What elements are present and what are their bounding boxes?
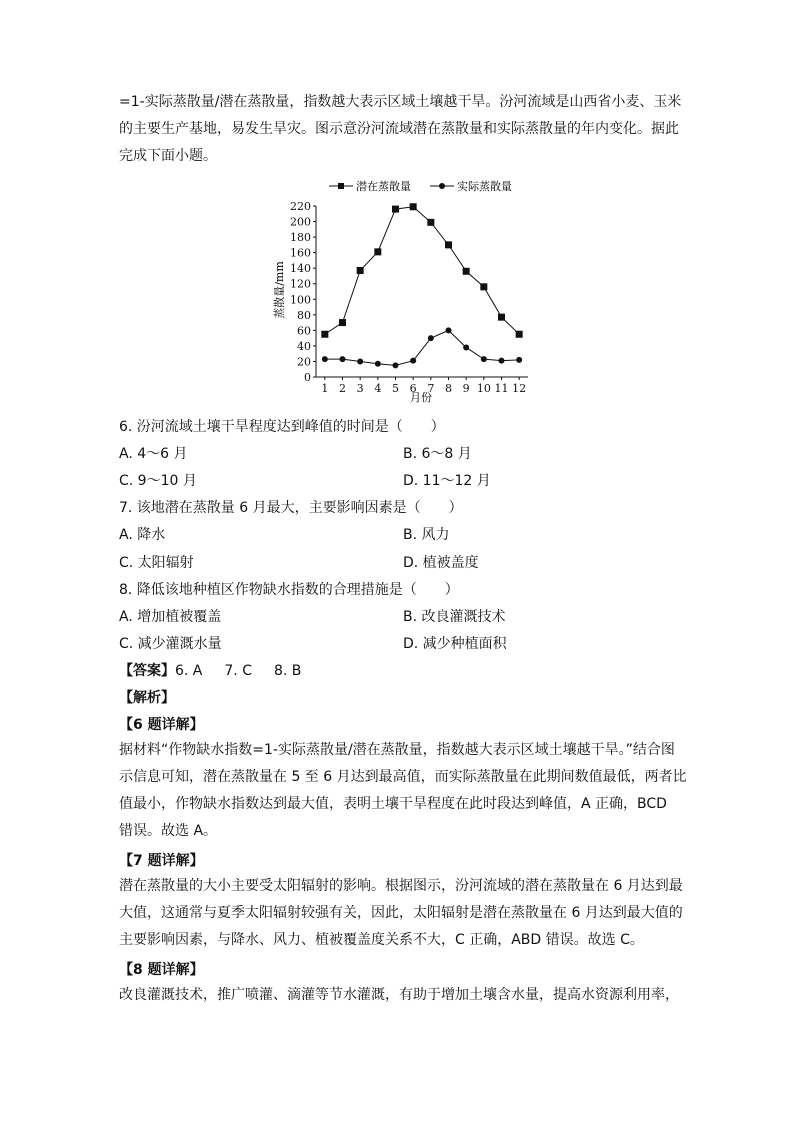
detail6-paragraph [119,737,687,845]
analysis-label: 【解析】 [119,690,175,706]
x-tick-label: 5 [392,382,399,395]
intro-paragraph [119,89,682,170]
answer-item: 8. B [273,663,302,679]
detail8-label: 【8 题详解】 [119,962,204,978]
intro-line: 的主要生产基地，易发生旱灾。图示意汾河流域潜在蒸散量和实际蒸散量的年内变化。据此 [119,121,679,137]
data-point-potential [480,283,487,290]
question-option[interactable]: D. 11～12 月 [403,473,491,489]
data-point-actual [393,362,399,368]
data-point-potential [410,203,417,210]
y-tick-label: 60 [297,324,311,338]
y-tick-label: 220 [290,200,311,213]
x-tick-label: 6 [409,382,417,395]
data-point-actual [516,357,522,363]
x-tick-label: 8 [445,382,452,395]
question-option[interactable]: B. 风力 [403,527,450,543]
legend-label-actual: 实际蒸散量 [457,180,512,193]
data-point-potential [339,319,346,326]
data-point-potential [392,206,399,213]
data-point-potential [374,248,381,255]
question-option[interactable]: A. 降水 [119,527,166,543]
evapotranspiration-chart [266,172,541,404]
question-option[interactable]: C. 太阳辐射 [119,555,194,571]
question-option[interactable]: B. 改良灌溉技术 [403,609,506,625]
detail-line: 改良灌溉技术，推广喷灌、滴灌等节水灌溉，有助于增加土壤含水量，提高水资源利用率， [119,987,679,1003]
y-tick-label: 200 [290,215,311,229]
question-option[interactable]: B. 6～8 月 [403,446,472,462]
answer-label: 【答案】 [119,663,175,679]
question-stem: 6. 汾河流域土壤干旱程度达到峰值的时间是（ ） [119,419,445,435]
y-tick-label: 120 [290,277,311,291]
data-point-actual [322,356,328,362]
y-tick-label: 0 [304,371,311,384]
question-stem: 7. 该地潜在蒸散量 6 月最大，主要影响因素是（ ） [119,500,463,516]
question-option[interactable]: C. 9～10 月 [119,473,197,489]
legend-marker-circle [439,183,445,189]
intro-line: 完成下面小题。 [119,148,217,164]
answer-item: 7. C [224,663,252,679]
y-tick-label: 20 [297,355,311,369]
question-option[interactable]: A. 4～6 月 [119,446,188,462]
series-line-actual [325,330,519,365]
question-option[interactable]: C. 减少灌溉水量 [119,636,222,652]
data-point-actual [446,327,452,333]
detail-line: 据材料“作物缺水指数=1-实际蒸散量/潜在蒸散量，指数越大表示区域土壤越干旱。”结合图 [119,742,675,758]
x-tick-label: 10 [476,382,491,395]
x-tick-label: 1 [321,382,329,395]
data-point-actual [357,358,363,364]
data-point-actual [340,356,346,362]
answer-row [119,661,323,681]
data-point-potential [321,331,328,338]
x-tick-label: 7 [427,382,435,395]
detail-line: 错误。故选 A。 [119,823,218,839]
detail8-paragraph [119,982,679,1009]
question-option[interactable]: A. 增加植被覆盖 [119,609,222,625]
y-tick-label: 80 [297,308,311,322]
y-tick-label: 100 [290,293,311,307]
legend-marker-square [338,183,344,189]
question-option[interactable]: D. 减少种植面积 [403,636,507,652]
x-tick-label: 2 [339,382,346,395]
question-option[interactable]: D. 植被盖度 [403,555,479,571]
data-point-actual [499,358,505,364]
chart-axes [313,206,528,380]
x-axis-label: 月份 [410,391,432,404]
detail-line: 大值，这通常与夏季太阳辐射较强有关，因此，太阳辐射是潜在蒸散量在 6 月达到最大值的 [119,905,683,921]
y-tick-label: 160 [290,246,311,260]
x-tick-label: 11 [494,382,509,395]
y-axis-label: 蒸散量/mm [273,261,286,319]
detail7-label: 【7 题详解】 [119,853,204,869]
answer-item: 6. A [175,663,203,679]
data-point-potential [516,331,523,338]
x-tick-label: 12 [512,382,527,395]
data-point-actual [375,361,381,367]
data-point-potential [427,219,434,226]
series-line-potential [325,207,519,334]
data-point-potential [463,268,470,275]
legend-label-potential: 潜在蒸散量 [356,180,411,193]
y-tick-label: 180 [290,231,311,245]
data-point-potential [498,314,505,321]
chart-series [321,203,522,368]
y-tick-labels [290,200,311,384]
chart-legend [329,179,512,193]
data-point-actual [410,358,416,364]
data-point-potential [357,267,364,274]
x-tick-label: 9 [462,382,470,395]
detail-line: 主要影响因素，与降水、风力、植被覆盖度关系不大，C 正确，ABD 错误。故选 C。 [119,932,644,948]
detail7-paragraph [119,873,683,954]
detail6-label: 【6 题详解】 [119,717,204,733]
data-point-potential [445,241,452,248]
data-point-actual [463,344,469,350]
y-tick-label: 140 [290,262,311,276]
intro-line: =1-实际蒸散量/潜在蒸散量，指数越大表示区域土壤越干旱。汾河流域是山西省小麦、玉米 [119,94,682,110]
detail-line: 示信息可知，潜在蒸散量在 5 至 6 月达到最高值，而实际蒸散量在此期间数值最低，两者比 [119,769,687,785]
x-tick-label: 4 [374,382,382,395]
detail-line: 潜在蒸散量的大小主要受太阳辐射的影响。根据图示，汾河流域的潜在蒸散量在 6 月达到最 [119,878,683,894]
detail-line: 值最小，作物缺水指数达到最大值，表明土壤干旱程度在此时段达到峰值，A 正确，BCD [119,796,667,812]
y-tick-label: 40 [297,339,311,353]
x-tick-label: 3 [356,382,364,395]
question-stem: 8. 降低该地种植区作物缺水指数的合理措施是（ ） [119,582,459,598]
data-point-actual [481,356,487,362]
data-point-actual [428,335,434,341]
